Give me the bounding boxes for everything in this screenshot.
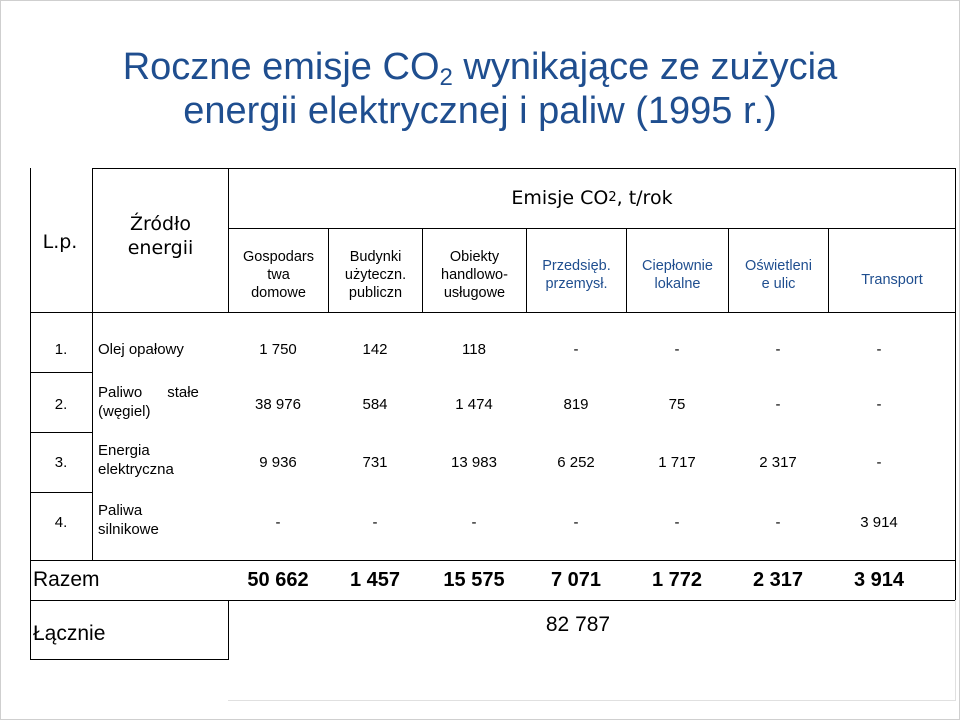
row-value: 1 717 (658, 453, 696, 471)
total-label: Razem (33, 568, 100, 591)
header-lp: L.p. (42, 231, 78, 253)
row-value: 6 252 (557, 453, 595, 471)
total-value: 3 914 (853, 568, 905, 591)
row-value: - (372, 513, 378, 531)
row-source: Paliwo stałe (węgiel) (98, 384, 199, 420)
total-value: 15 575 (443, 568, 505, 591)
header-street-lighting: Oświetleni e ulic (745, 258, 812, 292)
row-value: 584 (362, 395, 388, 413)
row-value: - (674, 340, 680, 358)
row-lp: 1. (54, 340, 68, 358)
total-value: 1 457 (349, 568, 401, 591)
row-value: - (876, 395, 882, 413)
row-source: Paliwa silnikowe (98, 502, 159, 538)
row-value: 731 (362, 453, 388, 471)
row-value: 3 914 (860, 513, 898, 531)
total-value: 1 772 (651, 568, 703, 591)
row-value: 38 976 (255, 395, 301, 413)
row-value: - (674, 513, 680, 531)
row-value: - (573, 513, 579, 531)
header-emissions-group: Emisje CO 2 , t/rok (511, 187, 673, 209)
total-value: 7 071 (550, 568, 602, 591)
total-value: 50 662 (247, 568, 309, 591)
row-value: - (275, 513, 281, 531)
row-value: - (471, 513, 477, 531)
row-value: - (775, 340, 781, 358)
header-households: Gospodars twa domowe (243, 249, 314, 301)
slide-title-line1: Roczne emisje $CO_2$ wynikające ze zużycia (122, 46, 838, 91)
grand-total-value: 82 787 (545, 613, 611, 636)
row-value: 75 (668, 395, 686, 413)
header-industry: Przedsięb. przemysł. (542, 258, 611, 292)
row-value: - (573, 340, 579, 358)
row-lp: 2. (54, 395, 68, 413)
row-source: Energia elektryczna (98, 442, 174, 478)
row-value: 1 474 (455, 395, 493, 413)
row-value: 142 (362, 340, 388, 358)
row-value: - (775, 513, 781, 531)
row-value: 118 (462, 340, 486, 358)
row-value: - (876, 340, 882, 358)
row-value: 819 (563, 395, 589, 413)
slide-title-line2: energii elektrycznej i paliw (1995 r.) (183, 90, 777, 132)
row-lp: 4. (54, 513, 68, 531)
row-value: 1 750 (259, 340, 297, 358)
grand-total-label: Łącznie (33, 622, 106, 645)
header-source: Źródło energii (127, 213, 194, 259)
row-source: Olej opałowy (98, 340, 184, 358)
row-value: 2 317 (759, 453, 797, 471)
row-lp: 3. (54, 453, 68, 471)
header-transport: Transport (861, 272, 923, 288)
header-commercial: Obiekty handlowo- usługowe (441, 249, 508, 301)
row-value: - (876, 453, 882, 471)
header-public-buildings: Budynki użyteczn. publiczn (344, 249, 407, 301)
row-value: 9 936 (259, 453, 297, 471)
row-value: - (775, 395, 781, 413)
total-value: 2 317 (752, 568, 804, 591)
row-value: 13 983 (451, 453, 497, 471)
header-heating-plants: Ciepłownie lokalne (642, 258, 713, 292)
